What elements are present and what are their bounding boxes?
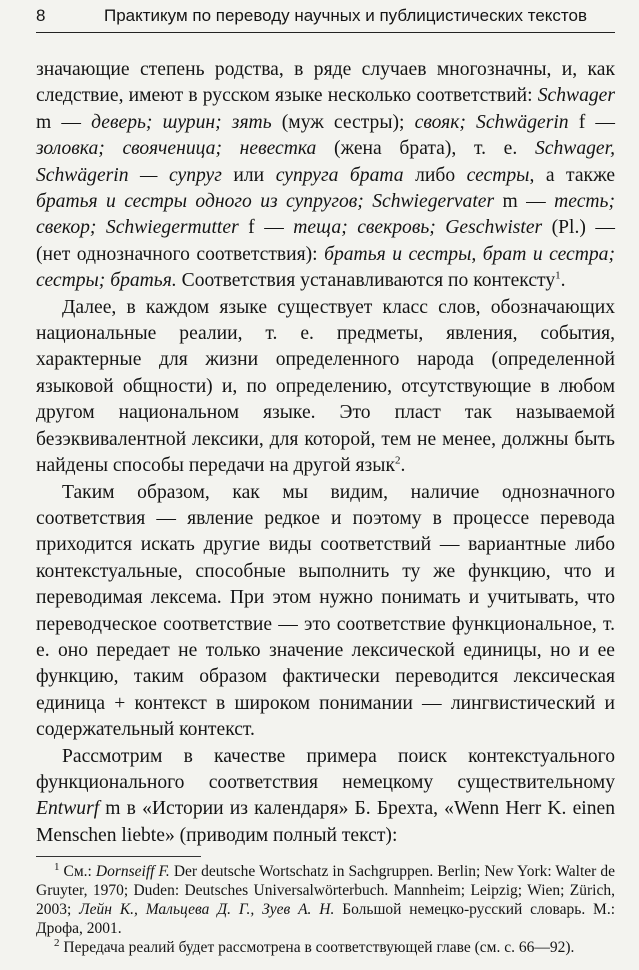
- text-run: Der deutsche Wortschatz in Sachgruppen. Berlin; New York: Walter de Gruyter, 1970; Duden: Deutsches Universalwörterbuch. Mannheim; Leipzig; Wien; Zürich, 2003;: [36, 863, 615, 918]
- italic-run: деверь; шурин; зять: [91, 111, 272, 133]
- text-run: Далее, в каждом языке существует класс слов, обозначающих национальные реалии, т. е. предметы, явления, события, характерные для жизни определенного народа (определенной языковой общности) и, по определению, отсутствующие в любом другом национальном языке. Это пласт так называемой безэквивалентной лексики, для которой, тем не менее, должны быть найдены способы передачи на другой язык: [36, 296, 615, 477]
- text-run: m —: [494, 191, 555, 213]
- italic-run: сестры: [466, 164, 530, 186]
- main-text: [36, 57, 615, 849]
- italic-run: тесть; свекор; Schwiegermutter: [36, 191, 616, 239]
- italic-run: Dornseiff F.: [95, 863, 170, 880]
- paragraph-1: [36, 57, 615, 295]
- italic-run: золовка; свояченица; невестка: [36, 138, 317, 160]
- text-run: Рассмотрим в качестве примера поиск контекстуального функционального соответствия немецкому существительному: [36, 745, 615, 793]
- paragraph-2: [36, 295, 615, 480]
- italic-run: супруга брата: [275, 164, 404, 186]
- footnote-2: [36, 938, 615, 957]
- footnote-marker[interactable]: 1: [54, 860, 60, 873]
- text-run: Соответствия устанавливаются по контексту: [176, 270, 556, 292]
- text-run: либо: [403, 164, 467, 186]
- text-run: (Pl.) — (нет однозначного соответствия):: [36, 217, 615, 265]
- text-run: (жена брата), т. е.: [316, 138, 535, 160]
- text-run: m в «Истории из календаря» Б. Брехта, «Wenn Herr K. einen Menschen liebte» (приводим полный текст):: [36, 798, 615, 846]
- footnote-marker[interactable]: 2: [394, 454, 401, 467]
- footnote-marker[interactable]: 1: [555, 269, 561, 282]
- italic-run: Лейн К., Мальцева Д. Г., Зуев А. Н.: [79, 901, 335, 918]
- italic-run: Entwurf: [36, 798, 100, 820]
- text-run: Передача реалий будет рассмотрена в соответствующей главе (см. с. 66—92).: [59, 939, 575, 956]
- running-header: [36, 0, 615, 33]
- footnotes: [36, 862, 615, 957]
- text-run: .: [560, 270, 566, 292]
- italic-run: свояк; Schwägerin: [414, 111, 569, 133]
- text-run: (муж сестры);: [271, 111, 415, 133]
- paragraph-3: [36, 480, 615, 744]
- footnote-marker[interactable]: 2: [54, 936, 60, 949]
- italic-run: братья и сестры, брат и сестра; сестры; братья.: [36, 243, 615, 292]
- text-run: m —: [36, 111, 92, 133]
- italic-run: братья и сестры одного из супругов; Schwiegervater: [36, 191, 495, 213]
- text-run: Таким образом, как мы видим, наличие однозначного соответствия — явление редкое и поэтому в процессе перевода приходится искать другие виды соответствий — вариантные либо контекстуальные, способные выполнить ту же функцию, что и переводимая лексема. При этом нужно понимать и учитывать, что переводческое соответствие — это соответствие функциональное, т. е. оно передает не только значение лексической единицы, но и ее функцию, таким образом фактически переводится лексическая единица + контекст в широком понимании — лингвистический и содержательный контекст.: [36, 481, 615, 741]
- italic-run: Schwager: [537, 85, 615, 107]
- text-run: См.:: [59, 863, 96, 880]
- text-run: .: [400, 455, 406, 477]
- text-run: f —: [238, 217, 294, 239]
- text-run: f —: [568, 111, 615, 133]
- text-run: значающие степень родства, в ряде случаев многозначны, и, как следствие, имеют в русском языке несколько соответствий:: [36, 59, 615, 107]
- footnote-1: [36, 862, 615, 938]
- running-title: Практикум по переводу научных и публицистических текстов: [104, 6, 587, 25]
- text-run: Большой немецко-русский словарь. М.: Дрофа, 2001.: [36, 901, 616, 937]
- italic-run: теща; свекровь; Geschwister: [293, 217, 543, 239]
- footnote-divider: [36, 856, 201, 857]
- paragraph-4: [36, 744, 615, 850]
- text-run: , а также: [529, 164, 616, 186]
- italic-run: Schwager, Schwägerin — супруг: [36, 138, 615, 186]
- text-run: или: [221, 164, 276, 186]
- page-number: 8: [36, 6, 46, 25]
